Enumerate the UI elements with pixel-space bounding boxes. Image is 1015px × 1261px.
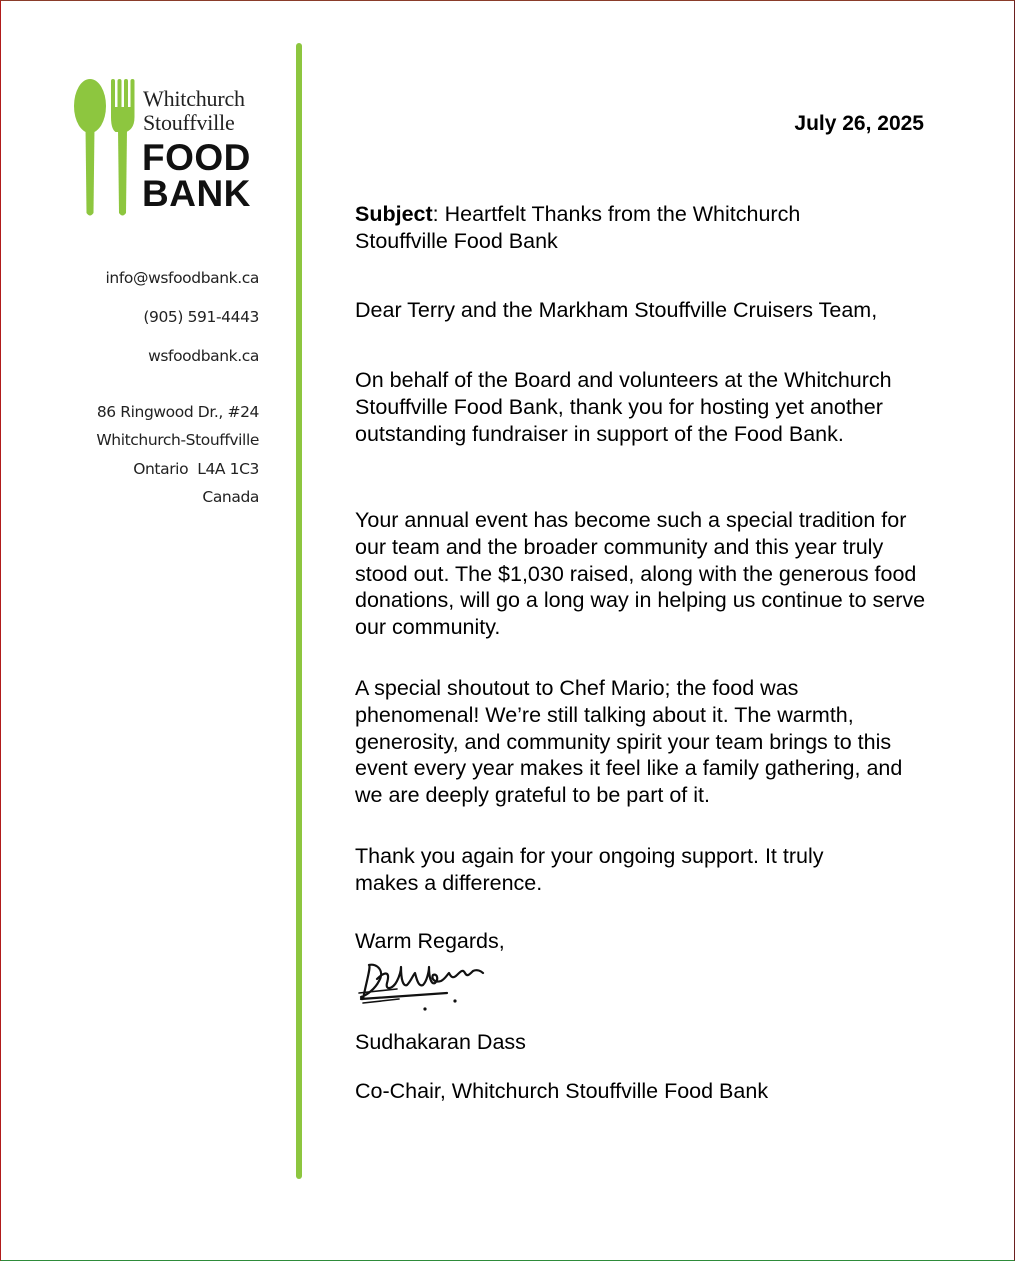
subject-line bbox=[355, 201, 875, 255]
logo-text-line2: Stouffville bbox=[143, 110, 235, 135]
signer-name: Sudhakaran Dass bbox=[355, 1030, 526, 1054]
signer-title: Co-Chair, Whitchurch Stouffville Food Bank bbox=[355, 1079, 769, 1103]
food-bank-logo bbox=[71, 77, 271, 219]
contact-email: info@wsfoodbank.ca bbox=[105, 269, 259, 287]
subject-text: : Heartfelt Thanks from the Whitchurch Stouffville Food Bank bbox=[355, 202, 801, 253]
salutation: Dear Terry and the Markham Stouffville Cruisers Team, bbox=[355, 298, 878, 322]
paragraph-4: Thank you again for your ongoing support. It truly makes a difference. bbox=[355, 844, 824, 895]
paragraph-2: Your annual event has become such a special tradition for our team and the broader community and this year truly stood out. The $1,030 raised, along with the generous food donations, will go a long way in helping us continue to serve our community. bbox=[355, 508, 926, 640]
handwritten-signature bbox=[357, 959, 497, 1011]
logo-text-line1: Whitchurch bbox=[143, 86, 245, 111]
contact-phone: (905) 591-4443 bbox=[143, 308, 259, 326]
letter-date: July 26, 2025 bbox=[794, 112, 924, 135]
paragraph-3: A special shoutout to Chef Mario; the food was phenomenal! We’re still talking about it. The warmth, generosity, and community spirit your team brings to this event every year makes it feel like a family gathering, and we are deeply grateful to be part of it. bbox=[355, 676, 903, 808]
logo-text-food: FOOD bbox=[142, 137, 251, 178]
spoon-and-fork-icon bbox=[71, 77, 137, 219]
paragraph-1: On behalf of the Board and volunteers at the Whitchurch Stouffville Food Bank, thank you for hosting yet another outstanding fundraiser in support of the Food Bank. bbox=[355, 368, 892, 446]
address-line4: Canada bbox=[202, 488, 259, 506]
green-divider bbox=[296, 43, 302, 1179]
logo-text-bank: BANK bbox=[142, 173, 251, 214]
closing: Warm Regards, bbox=[355, 929, 505, 953]
address-line3: Ontario L4A 1C3 bbox=[133, 460, 259, 478]
contact-website: wsfoodbank.ca bbox=[148, 347, 259, 365]
address-line1: 86 Ringwood Dr., #24 bbox=[96, 403, 259, 421]
address-line2: Whitchurch-Stouffville bbox=[96, 431, 259, 449]
subject-label: Subject bbox=[355, 202, 433, 226]
